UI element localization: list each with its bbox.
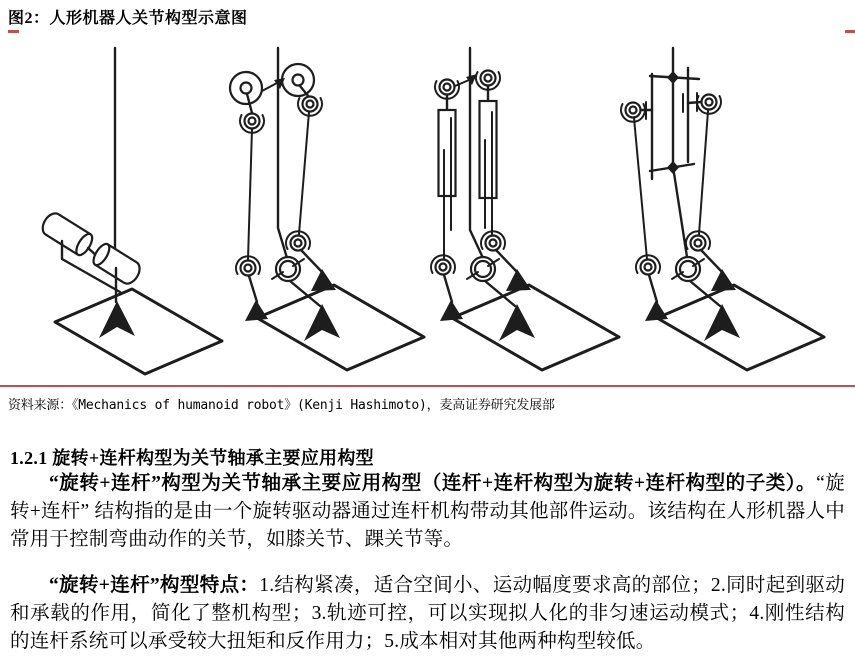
red-dash-left bbox=[8, 30, 19, 33]
paragraph-2-lead: “旋转+连杆”构型特点： bbox=[49, 575, 260, 596]
figure-title: 图2：人形机器人关节构型示意图 bbox=[8, 10, 248, 27]
ankle-dual-rotary-actuator-diagram bbox=[39, 48, 222, 374]
paragraph-1-body: “旋转+连杆” 结构指的是由一个旋转驱动器通过连杆机构带动其他部件运动。该结构在人形机器人中常用于控制弯曲动作的关节，如膝关节、踝关节等。 bbox=[10, 473, 845, 550]
figure-source: 资料来源：《Mechanics of humanoid robot》(Kenji Hashimoto)，麦高证券研究发展部 bbox=[8, 398, 555, 413]
section-heading: 1.2.1 旋转+连杆构型为关节轴承主要应用构型 bbox=[10, 448, 374, 468]
paragraph-2 bbox=[10, 572, 845, 656]
paragraph-1 bbox=[10, 470, 845, 554]
rotary-motor-linkage-leg-diagram bbox=[230, 48, 424, 370]
ball-screw-linkage-leg-diagram bbox=[621, 48, 824, 370]
red-dash-right bbox=[845, 30, 855, 33]
linear-actuator-linkage-leg-diagram bbox=[431, 48, 619, 370]
paragraph-1-lead: “旋转+连杆”构型为关节轴承主要应用构型（连杆+连杆构型为旋转+连杆构型的子类）。 bbox=[49, 473, 817, 494]
figure-bottom-rule bbox=[0, 385, 855, 387]
paragraph-2-body: 1.结构紧凑，适合空间小、运动幅度要求高的部位；2.同时起到驱动和承载的作用，简化了整机构型；3.轨迹可控，可以实现拟人化的非匀速运动模式；4.刚性结构的连杆系统可以承受较大扭矩和反作用力；5.成本相对其他两种构型较低。 bbox=[10, 575, 845, 652]
